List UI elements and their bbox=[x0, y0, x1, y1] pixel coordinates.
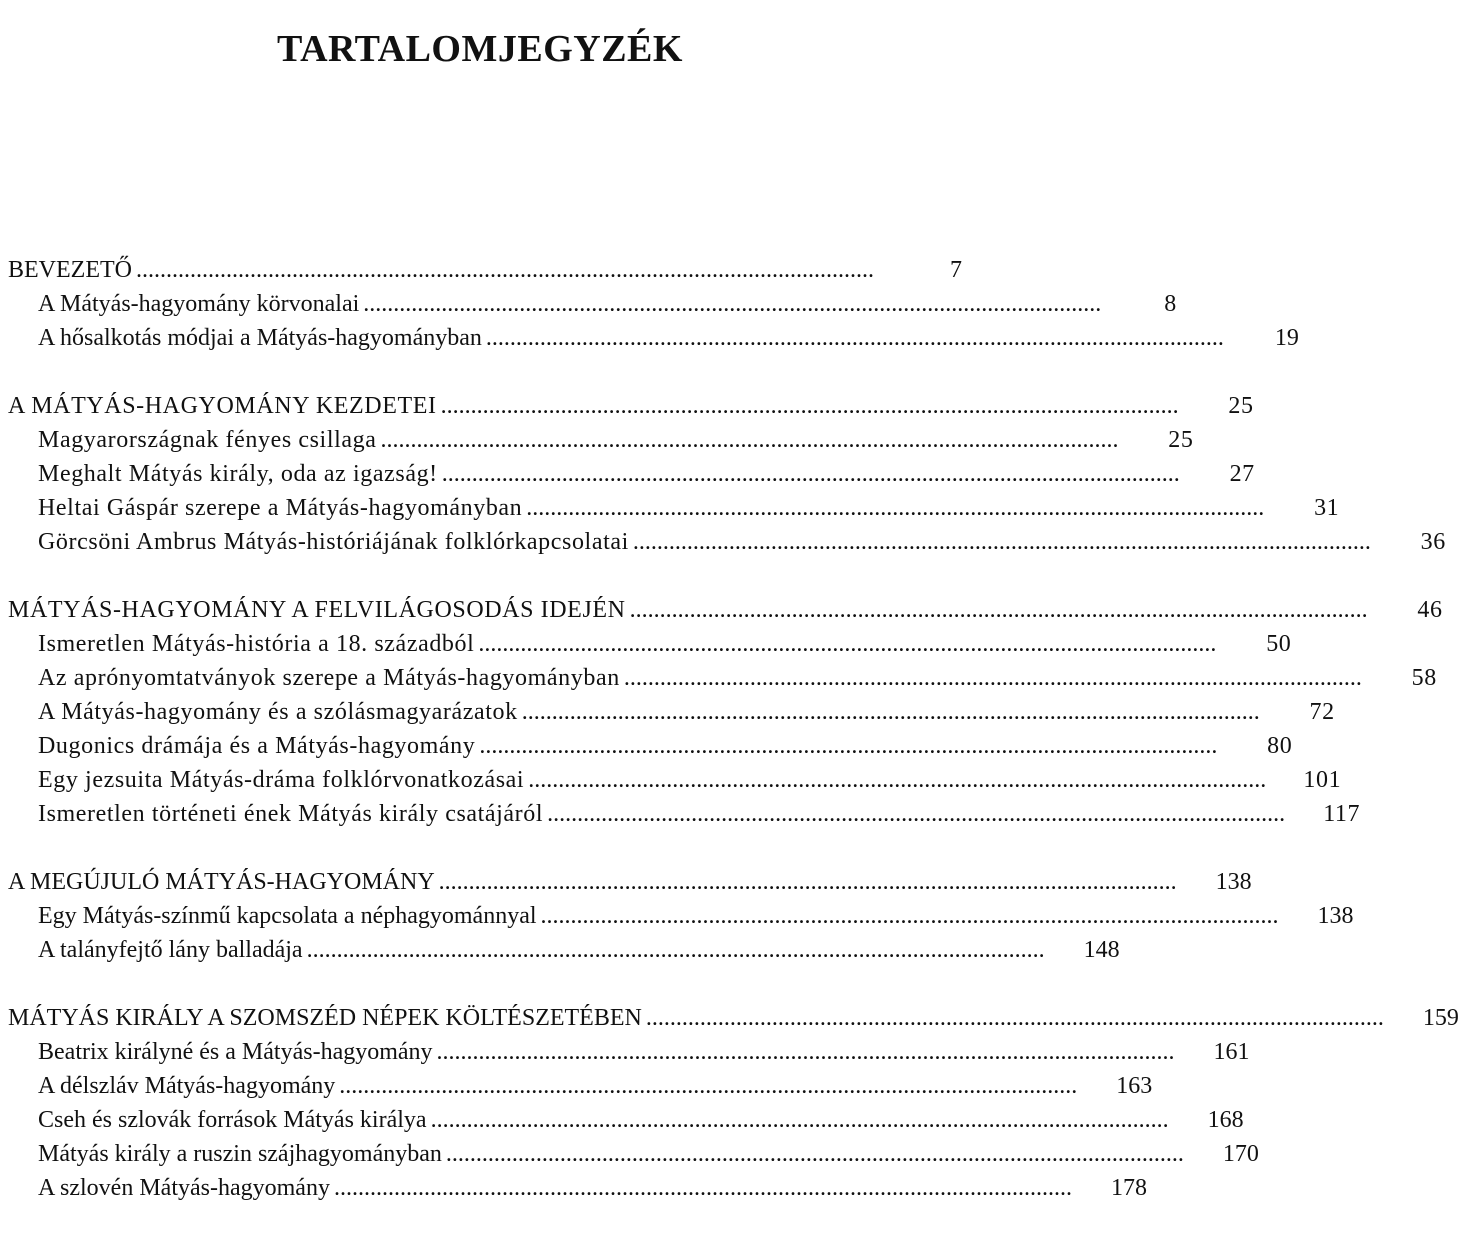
page-number: 7 bbox=[950, 257, 962, 283]
dot-leader bbox=[479, 729, 1214, 763]
toc-heading bbox=[8, 593, 1443, 627]
toc-entry bbox=[8, 1069, 1153, 1103]
toc-entry-title: Ismeretlen Mátyás-história a 18. századból bbox=[38, 631, 475, 657]
toc-entry bbox=[8, 899, 1354, 933]
toc-entry-title: Dugonics drámája és a Mátyás-hagyomány bbox=[38, 733, 476, 759]
dot-leader bbox=[442, 457, 1177, 491]
page-number: 170 bbox=[1222, 1141, 1259, 1167]
toc-heading-title: MÁTYÁS-HAGYOMÁNY A FELVILÁGOSODÁS IDEJÉN bbox=[8, 597, 626, 623]
toc-entry-title: Egy jezsuita Mátyás-dráma folklórvonatkozásai bbox=[38, 767, 525, 793]
page-number: 19 bbox=[1274, 325, 1299, 351]
dot-leader bbox=[446, 1137, 1181, 1171]
toc-heading bbox=[8, 389, 1254, 423]
dot-leader bbox=[646, 1001, 1381, 1035]
toc-entry bbox=[8, 491, 1340, 525]
toc-entry bbox=[8, 1137, 1259, 1171]
toc-entry-title: Beatrix királyné és a Mátyás-hagyomány bbox=[38, 1039, 433, 1065]
dot-leader bbox=[526, 491, 1261, 525]
toc-heading bbox=[8, 865, 1252, 899]
dot-leader bbox=[307, 933, 1042, 967]
dot-leader bbox=[486, 321, 1221, 355]
toc-entry bbox=[8, 1035, 1250, 1069]
toc-entry bbox=[8, 661, 1437, 695]
toc-entry bbox=[8, 1171, 1147, 1205]
table-of-contents bbox=[8, 253, 1459, 1239]
toc-section-felvilagosodas bbox=[8, 593, 1443, 831]
dot-leader bbox=[334, 1171, 1069, 1205]
toc-entry bbox=[8, 797, 1361, 831]
dot-leader bbox=[363, 287, 1098, 321]
toc-section-szomszed-nepek bbox=[8, 1001, 1459, 1205]
toc-entry-title: Az aprónyomtatványok szerepe a Mátyás-hagyományban bbox=[38, 665, 620, 691]
page-number: 168 bbox=[1207, 1107, 1244, 1133]
toc-heading bbox=[8, 253, 962, 287]
dot-leader bbox=[380, 423, 1115, 457]
toc-entry bbox=[8, 423, 1194, 457]
toc-entry-title: A hősalkotás módjai a Mátyás-hagyományban bbox=[38, 325, 482, 351]
page-number: 50 bbox=[1266, 631, 1292, 657]
toc-entry bbox=[8, 627, 1292, 661]
toc-entry bbox=[8, 763, 1342, 797]
dot-leader bbox=[478, 627, 1213, 661]
dot-leader bbox=[624, 661, 1359, 695]
dot-leader bbox=[431, 1103, 1166, 1137]
page-number: 25 bbox=[1228, 393, 1254, 419]
toc-entry-title: Egy Mátyás-színmű kapcsolata a néphagyománnyal bbox=[38, 903, 537, 929]
page-number: 36 bbox=[1420, 529, 1446, 555]
page-number: 159 bbox=[1422, 1005, 1459, 1031]
page-number: 58 bbox=[1411, 665, 1437, 691]
dot-leader bbox=[630, 593, 1365, 627]
toc-heading-title: A MEGÚJULÓ MÁTYÁS-HAGYOMÁNY bbox=[8, 869, 435, 895]
page-number: 138 bbox=[1317, 903, 1354, 929]
page-number: 27 bbox=[1229, 461, 1255, 487]
toc-heading-title: BEVEZETŐ bbox=[8, 257, 132, 283]
toc-entry bbox=[8, 321, 1299, 355]
dot-leader bbox=[528, 763, 1263, 797]
toc-entry-title: Mátyás király a ruszin szájhagyományban bbox=[38, 1141, 442, 1167]
toc-entry-title: Meghalt Mátyás király, oda az igazság! bbox=[38, 461, 438, 487]
toc-entry-title: A szlovén Mátyás-hagyomány bbox=[38, 1175, 330, 1201]
page-number: 138 bbox=[1215, 869, 1252, 895]
toc-entry bbox=[8, 729, 1293, 763]
dot-leader bbox=[522, 695, 1257, 729]
page-number: 163 bbox=[1116, 1073, 1153, 1099]
dot-leader bbox=[441, 389, 1176, 423]
page-number: 8 bbox=[1164, 291, 1177, 317]
toc-entry bbox=[8, 933, 1120, 967]
dot-leader bbox=[633, 525, 1368, 559]
toc-entry bbox=[8, 287, 1177, 321]
dot-leader bbox=[547, 797, 1282, 831]
dot-leader bbox=[439, 865, 1174, 899]
page-title: TARTALOMJEGYZÉK bbox=[277, 28, 683, 71]
page-number: 178 bbox=[1110, 1175, 1147, 1201]
toc-heading-title: A MÁTYÁS-HAGYOMÁNY KEZDETEI bbox=[8, 393, 437, 419]
toc-section-megujulo bbox=[8, 865, 1354, 967]
toc-entry-title: A Mátyás-hagyomány körvonalai bbox=[38, 291, 360, 317]
page-number: 161 bbox=[1213, 1039, 1250, 1065]
page-number: 80 bbox=[1267, 733, 1293, 759]
page-number: 25 bbox=[1168, 427, 1194, 453]
page-number: 46 bbox=[1417, 597, 1443, 623]
dot-leader bbox=[437, 1035, 1172, 1069]
dot-leader bbox=[136, 253, 884, 287]
toc-heading bbox=[8, 1001, 1459, 1035]
page-number: 101 bbox=[1303, 767, 1342, 793]
toc-entry bbox=[8, 457, 1255, 491]
page-number: 148 bbox=[1083, 937, 1120, 963]
toc-entry-title: A Mátyás-hagyomány és a szólásmagyarázatok bbox=[38, 699, 518, 725]
toc-section-bevezeto bbox=[8, 253, 1299, 355]
page-number: 72 bbox=[1309, 699, 1335, 725]
toc-entry-title: Görcsöni Ambrus Mátyás-históriájának folklórkapcsolatai bbox=[38, 529, 629, 555]
page-number: 117 bbox=[1323, 801, 1361, 827]
toc-entry-title: Ismeretlen történeti ének Mátyás király csatájáról bbox=[38, 801, 544, 827]
toc-entry-title: Magyarországnak fényes csillaga bbox=[38, 427, 377, 453]
toc-entry bbox=[8, 1103, 1244, 1137]
toc-entry-title: Cseh és szlovák források Mátyás királya bbox=[38, 1107, 427, 1133]
toc-entry-title: Heltai Gáspár szerepe a Mátyás-hagyományban bbox=[38, 495, 523, 521]
toc-entry-title: A délszláv Mátyás-hagyomány bbox=[38, 1073, 336, 1099]
toc-entry bbox=[8, 695, 1335, 729]
page-number: 31 bbox=[1314, 495, 1340, 521]
toc-entry bbox=[8, 525, 1446, 559]
dot-leader bbox=[339, 1069, 1074, 1103]
toc-entry-title: A talányfejtő lány balladája bbox=[38, 937, 303, 963]
toc-section-kezdetei bbox=[8, 389, 1446, 559]
toc-heading-title: MÁTYÁS KIRÁLY A SZOMSZÉD NÉPEK KÖLTÉSZETÉBEN bbox=[8, 1005, 642, 1031]
dot-leader bbox=[541, 899, 1276, 933]
